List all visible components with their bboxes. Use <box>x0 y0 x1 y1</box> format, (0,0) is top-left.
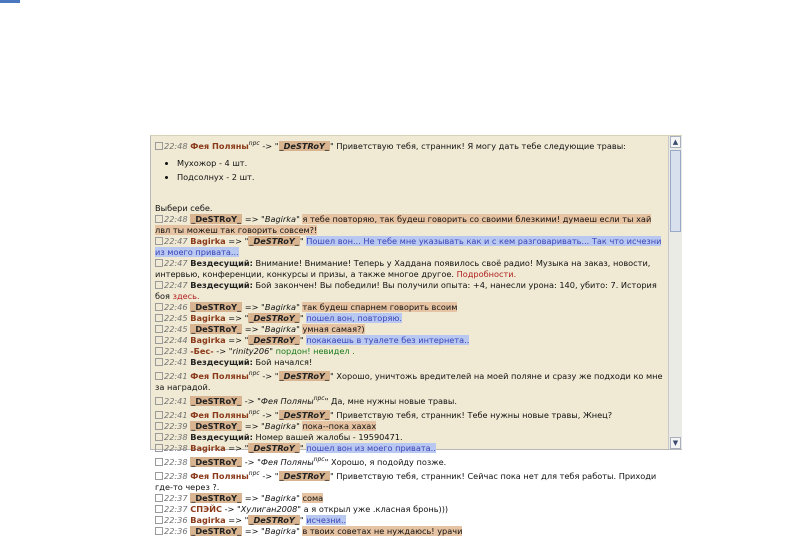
npc-badge: npc <box>313 395 325 402</box>
sender-nick[interactable]: Bagirka <box>190 335 226 345</box>
timestamp: 22:41 <box>164 396 188 406</box>
message-text: умная самая?) <box>302 324 365 334</box>
message-text: а я открыл уже .класная бронь))) <box>303 504 449 514</box>
arrow: -> <box>262 371 273 381</box>
message-text: я тебе повторяю, так будеш говорить со своими блезкими! думаеш если ты хай лвл ты можеш так говорить совсем?! <box>155 214 652 235</box>
recipient-nick[interactable]: _DeSTRoY_ <box>279 141 329 151</box>
checkbox-icon[interactable] <box>155 372 163 380</box>
recipient-nick[interactable]: _DeSTRoY_ <box>249 443 299 453</box>
arrow: => <box>244 302 259 312</box>
recipient-nick[interactable]: Bagirka <box>264 214 297 224</box>
recipient-nick[interactable]: Bagirka <box>264 421 297 431</box>
message-text: Бой начался! <box>255 357 313 367</box>
message-text: Хорошо, уничтожь вредителей на моей поляне и сразу же подходи ко мне за наградой. <box>155 371 663 392</box>
arrow: -> <box>244 457 255 467</box>
sender-nick[interactable]: -Бес- <box>190 346 214 356</box>
message-text: Пошел вон... Не тебе мне указывать как и с кем разговаривать... Так что исчезни из моего привата... <box>155 236 662 257</box>
recipient-nick[interactable]: Bagirka <box>264 302 297 312</box>
npc-badge: npc <box>248 370 260 377</box>
timestamp: 22:37 <box>164 493 188 503</box>
arrow: -> <box>216 346 227 356</box>
checkbox-icon[interactable] <box>155 458 163 466</box>
chat-line <box>155 357 663 368</box>
message-text: так будеш спарнем говорить всоим <box>302 302 458 312</box>
top-left-mark <box>0 0 20 3</box>
timestamp: 22:38 <box>164 443 188 453</box>
sender-nick[interactable]: Bagirka <box>190 443 226 453</box>
chat-line: 22:41 _DeSTRoY_ -> "Фея Поляны$^{npc}$" Да, мне нужны новые травы. <box>155 393 663 407</box>
recipient-nick[interactable]: _DeSTRoY_ <box>279 410 329 420</box>
recipient-nick[interactable]: _DeSTRoY_ <box>249 335 299 345</box>
checkbox-icon[interactable] <box>155 397 163 405</box>
chat-line: 22:36 _DeSTRoY_ => "Bagirka" в твоих советах не нуждаюсь! урачи <box>155 526 663 537</box>
chat-line <box>155 280 663 302</box>
scroll-down-icon[interactable]: ▼ <box>670 437 681 449</box>
timestamp: 22:38 <box>164 457 188 467</box>
arrow: -> <box>224 504 235 514</box>
timestamp: 22:48 <box>164 141 188 151</box>
sender-nick[interactable]: _DeSTRoY_ <box>191 457 242 467</box>
recipient-nick[interactable]: Bagirka <box>264 526 297 536</box>
checkbox-icon[interactable] <box>155 411 163 419</box>
list-item: • Мухожор - 4 шт. <box>177 158 663 169</box>
chat-line: 22:43 -Бес- -> "rinity206" пордон! невидел . <box>155 346 663 357</box>
checkbox-icon[interactable] <box>155 303 163 311</box>
sender-nick[interactable]: _DeSTRoY_ <box>191 302 242 312</box>
list-item: • Подсолнух - 2 шт. <box>177 172 663 183</box>
message-text: Приветствую тебя, странник! Тебе нужны новые травы, Жнец? <box>336 410 613 420</box>
message-text: в твоих советах не нуждаюсь! урачи <box>302 526 463 536</box>
message-text: покакаешь в туалете без интернета.. <box>306 335 470 345</box>
chat-line: 22:36 Bagirka => "_DeSTRoY_" исчезни.. <box>155 515 663 526</box>
npc-badge: npc <box>248 140 260 147</box>
chat-line: 22:37 _DeSTRoY_ => "Bagirka" сома <box>155 493 663 504</box>
scrollbar-thumb[interactable] <box>670 150 681 232</box>
sender-nick[interactable]: _DeSTRoY_ <box>191 421 242 431</box>
chat-line <box>155 432 663 443</box>
arrow: => <box>228 313 243 323</box>
recipient-nick[interactable]: _DeSTRoY_ <box>279 471 329 481</box>
checkbox-icon[interactable] <box>155 505 163 513</box>
spacer <box>155 189 663 203</box>
recipient-nick[interactable]: _DeSTRoY_ <box>279 371 329 381</box>
recipient-nick[interactable]: Bagirka <box>264 324 297 334</box>
message-text: Да, мне нужны новые травы. <box>330 396 457 406</box>
message-text: пошел вон из моего привата.. <box>306 443 436 453</box>
sender-nick[interactable]: Фея Поляны <box>190 371 249 381</box>
timestamp: 22:41 <box>164 410 188 420</box>
sender-nick[interactable]: Фея Поляны <box>190 471 249 481</box>
timestamp: 22:46 <box>164 302 188 312</box>
sender-nick[interactable]: _DeSTRoY_ <box>191 214 242 224</box>
timestamp: 22:41 <box>164 371 188 381</box>
checkbox-icon[interactable] <box>155 281 163 289</box>
timestamp: 22:38 <box>164 432 188 442</box>
chat-line: 22:48 _DeSTRoY_ => "Bagirka" я тебе повторяю, так будеш говорить со своими блезкими! думаеш если ты хай лвл ты можеш так говорить совсем?! <box>155 214 652 235</box>
sender-nick[interactable]: Bagirka <box>190 236 226 246</box>
sender-nick[interactable]: _DeSTRoY_ <box>191 493 242 503</box>
checkbox-icon[interactable] <box>155 494 163 502</box>
checkbox-icon[interactable] <box>155 259 163 267</box>
message-text: исчезни.. <box>306 515 347 525</box>
chat-line <box>155 203 663 214</box>
checkbox-icon[interactable] <box>155 215 163 223</box>
chat-line: 22:38 Фея Поляны$^{npc}$ -> "_DeSTRoY_" Приветствую тебя, странник! Сейчас пока нет для тебя работы. Приходи где-то через ?. <box>155 470 657 492</box>
arrow: => <box>228 443 243 453</box>
herb-list <box>155 158 663 183</box>
checkbox-icon[interactable] <box>155 527 163 535</box>
timestamp: 22:45 <box>164 324 188 334</box>
message-link[interactable]: здесь. <box>172 291 200 301</box>
chat-line: 22:38 Bagirka => "_DeSTRoY_" пошел вон из моего привата.. <box>155 443 663 454</box>
recipient-nick[interactable]: _DeSTRoY_ <box>249 515 299 525</box>
plain-text: Выбери себе. <box>155 203 213 213</box>
message-text: Номер вашей жалобы - 19590471. <box>255 432 403 442</box>
arrow: => <box>244 526 259 536</box>
chat-line: 22:46 _DeSTRoY_ => "Bagirka" так будеш спарнем говорить всоим <box>155 302 663 313</box>
recipient-nick[interactable]: Bagirka <box>264 493 297 503</box>
arrow: => <box>228 335 243 345</box>
chat-line: 22:41 Фея Поляны$^{npc}$ -> "_DeSTRoY_" Хорошо, уничтожь вредителей на моей поляне и сразу же подходи ко мне за наградой. <box>155 370 663 392</box>
sender-nick[interactable]: _DeSTRoY_ <box>191 396 242 406</box>
chat-line: 22:45 _DeSTRoY_ => "Bagirka" умная самая?) <box>155 324 663 335</box>
chat-line: 22:38 _DeSTRoY_ -> "Фея Поляны$^{npc}$" Хорошо, я подойду позже. <box>155 454 663 468</box>
message-text: пордон! невидел . <box>275 346 355 356</box>
checkbox-icon[interactable] <box>155 325 163 333</box>
message-text: Внимание! Внимание! Теперь у Хаддана появилось своё радио! Музыка на заказ, новости, интервью, конференции, конкурсы и призы, а также многое другое. <box>155 258 651 279</box>
recipient-nick[interactable]: Хулиган2008 <box>240 504 298 514</box>
checkbox-icon[interactable] <box>155 433 163 441</box>
checkbox-icon[interactable] <box>155 422 163 430</box>
chat-line <box>155 258 663 280</box>
system-sender: Вездесущий: <box>190 357 253 367</box>
timestamp: 22:37 <box>164 504 188 514</box>
sender-nick[interactable]: Bagirka <box>190 313 226 323</box>
system-sender: Вездесущий: <box>190 258 253 268</box>
system-sender: Вездесущий: <box>190 280 253 290</box>
timestamp: 22:36 <box>164 526 188 536</box>
message-text: Хорошо, я подойду позже. <box>330 457 447 467</box>
vertical-scrollbar[interactable] <box>668 136 682 449</box>
checkbox-icon[interactable] <box>155 237 163 245</box>
arrow: -> <box>244 396 255 406</box>
checkbox-icon[interactable] <box>155 472 163 480</box>
arrow: => <box>244 214 259 224</box>
checkbox-icon[interactable] <box>155 142 163 150</box>
sender-nick[interactable]: _DeSTRoY_ <box>191 526 242 536</box>
chat-line: 22:39 _DeSTRoY_ => "Bagirka" пока--пока хахах <box>155 421 663 432</box>
recipient-nick[interactable]: rinity206 <box>232 346 270 356</box>
timestamp: 22:44 <box>164 335 188 345</box>
recipient-nick[interactable]: _DeSTRoY_ <box>249 236 299 246</box>
arrow: => <box>228 515 243 525</box>
checkbox-icon[interactable] <box>155 358 163 366</box>
recipient-nick[interactable]: Фея Поляны <box>260 396 314 406</box>
recipient-nick[interactable]: _DeSTRoY_ <box>249 313 299 323</box>
message-text: пошел вон, повторяю. <box>306 313 402 323</box>
chat-line: 22:47 Bagirka => "_DeSTRoY_" Пошел вон... Не тебе мне указывать как и с кем разговаривать... Так что исчезни из моего привата... <box>155 236 662 257</box>
sender-nick[interactable]: Фея Поляны <box>190 141 249 151</box>
arrow: -> <box>262 410 273 420</box>
message-text: пока--пока хахах <box>302 421 377 431</box>
timestamp: 22:41 <box>164 357 188 367</box>
sender-nick[interactable]: _DeSTRoY_ <box>191 324 242 334</box>
timestamp: 22:43 <box>164 346 188 356</box>
timestamp: 22:47 <box>164 280 188 290</box>
timestamp: 22:39 <box>164 421 188 431</box>
scroll-up-icon[interactable]: ▲ <box>670 136 681 148</box>
timestamp: 22:45 <box>164 313 188 323</box>
timestamp: 22:47 <box>164 258 188 268</box>
arrow: -> <box>262 471 273 481</box>
npc-badge: npc <box>313 456 325 463</box>
chat-line: 22:44 Bagirka => "_DeSTRoY_" покакаешь в туалете без интернета.. <box>155 335 663 346</box>
checkbox-icon[interactable] <box>155 516 163 524</box>
message-text: сома <box>302 493 324 503</box>
system-sender: Вездесущий: <box>190 432 253 442</box>
timestamp: 22:48 <box>164 214 188 224</box>
sender-nick[interactable]: Фея Поляны <box>190 410 249 420</box>
message-text: Бой закончен! Вы победили! Вы получили опыта: +4, нанесли урона: 140, убито: 7. История боя <box>155 280 657 301</box>
chat-line: 22:48 Фея Поляны$^{npc}$ -> "_DeSTRoY_" Приветствую тебя, странник! Я могу дать тебе следующие травы: <box>155 138 663 152</box>
chat-line: 22:45 Bagirka => "_DeSTRoY_" пошел вон, повторяю. <box>155 313 663 324</box>
arrow: => <box>244 493 259 503</box>
timestamp: 22:47 <box>164 236 188 246</box>
timestamp: 22:36 <box>164 515 188 525</box>
arrow: -> <box>262 141 273 151</box>
message-text: Приветствую тебя, странник! Я могу дать тебе следующие травы: <box>336 141 626 151</box>
chat-window <box>150 135 682 536</box>
chat-line: 22:41 Фея Поляны$^{npc}$ -> "_DeSTRoY_" Приветствую тебя, странник! Тебе нужны новые травы, Жнец? <box>155 407 663 421</box>
message-link[interactable]: Подробности. <box>456 269 517 279</box>
npc-badge: npc <box>248 470 260 477</box>
message-text: Приветствую тебя, странник! Сейчас пока нет для тебя работы. Приходи где-то через ?. <box>155 471 657 492</box>
arrow: => <box>244 324 259 334</box>
checkbox-icon[interactable] <box>155 347 163 355</box>
checkbox-icon[interactable] <box>155 336 163 344</box>
chat-log[interactable] <box>151 136 667 536</box>
recipient-nick[interactable]: Фея Поляны <box>260 457 314 467</box>
chat-line: 22:37 СПЭЙС -> "Хулиган2008" а я открыл уже .класная бронь))) <box>155 504 663 515</box>
checkbox-icon[interactable] <box>155 444 163 452</box>
arrow: => <box>244 421 259 431</box>
npc-badge: npc <box>248 409 260 416</box>
sender-nick[interactable]: Bagirka <box>190 515 226 525</box>
checkbox-icon[interactable] <box>155 314 163 322</box>
timestamp: 22:38 <box>164 471 188 481</box>
sender-nick[interactable]: СПЭЙС <box>190 504 222 514</box>
arrow: => <box>228 236 243 246</box>
